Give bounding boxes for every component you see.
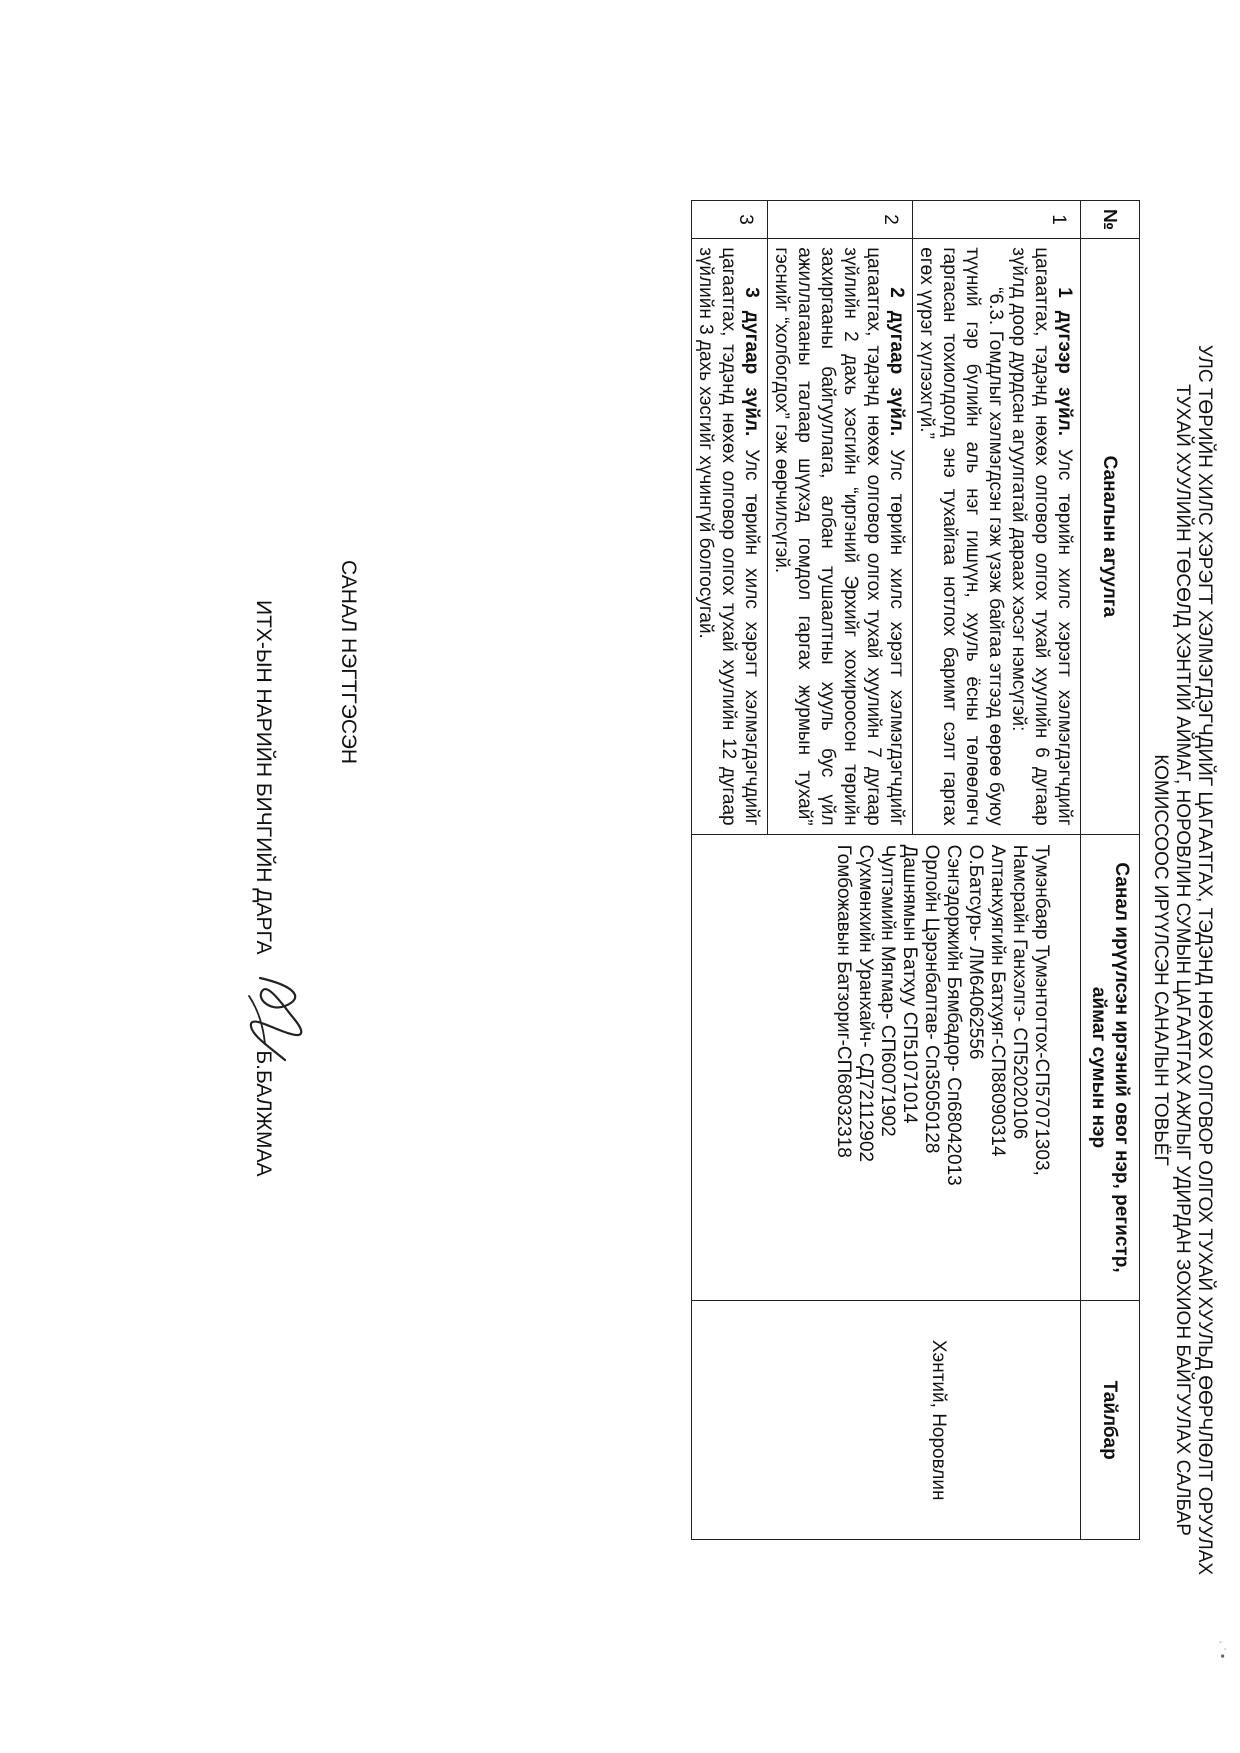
proposals-table: [691, 200, 1140, 1540]
header-content: Саналын агуулга: [1081, 239, 1140, 834]
table-row: [913, 201, 1081, 1540]
article-heading: 1 дүгээр зүйл.: [1054, 287, 1075, 436]
citizen-entry: Сүхмөнхийн Уранхайч- СД72112902: [855, 844, 876, 1163]
note-cell: Хэнтий, Норовлин: [692, 1301, 1081, 1540]
header-citizens: Санал ирүүлсэн иргэний овог нэр, регистр, аймаг сумын нэр: [1081, 834, 1140, 1301]
signed-label: САНАЛ НЭГТГЭСЭН: [337, 560, 360, 765]
citizens-cell: [692, 834, 1081, 1301]
article-text: Улс төрийн хилс хэрэгт хэлмэгдэгчдийг цагаатгах, тэдэнд нөхөх олговор олгох тухай хуулийн 12 дугаар зүйлийн 3 дахь хэсгийг хүчингүй болгосугай.: [695, 247, 762, 826]
row-number: 1: [913, 201, 1081, 239]
row-content: [913, 239, 1081, 834]
citizen-entry: Сэнгэдоржийн Бямбадор- Сп68042013: [943, 844, 964, 1186]
citizen-entry: Чултэмийн Мягмар- СП60071902: [877, 844, 898, 1137]
header-note: Тайлбар: [1081, 1301, 1140, 1540]
citizen-entry: О.Батсурь- ЛМ64062556: [965, 844, 986, 1060]
article-heading: 2 дугаар зүйл.: [886, 287, 907, 437]
article-heading: 3 дугаар зүйл.: [741, 287, 762, 437]
signatory-role: ИТХ-ЫН НАРИЙН БИЧГИЙН ДАРГА: [252, 600, 275, 955]
citizen-entry: Орлойн Цэрэнбалтав- Сп35050128: [921, 844, 942, 1154]
scan-marks: ˒ ˑ ▪: [1216, 1640, 1230, 1659]
article-text: Улс төрийн хилс хэрэгт хэлмэгдэгчдийг цагаатгах, тэдэнд нөхөх олговор олгох тухай хуулийн 7 дугаар зүйлийн 2 дахь хэсгийн “иргэний Эрхийг хохироосон төрийн захиргааны байгууллага, албан тушаалтны хууль бус үйл ажиллагааны талаар шүүхэд гомдол гаргах журмын тухай” гэснийг “холбогдох” гэж өөрчилсүгэй.: [771, 247, 907, 826]
article-text: Улс төрийн хилс хэрэгт хэлмэгдэгчдийг цагаатгах, тэдэнд нөхөх олговор олгох тухай хуулийн 6 дугаар зүйлд доор дурдсан агуулгатай дараах хэсэг нэмсүгэй:: [1008, 247, 1075, 826]
row-content: [768, 239, 913, 834]
citizen-entry: Алтанхуягийн Батхуяг-СП88090314: [987, 844, 1008, 1157]
signatory-name: Б.БАЛЖМАА: [252, 1050, 275, 1177]
citizen-entry: Намсрайн Ганхэлгэ- СП52020106: [1009, 844, 1030, 1140]
article-quote: “6.3. Гомдлыг хэлмэгдсэн гэж үзэж байгаа этгээд өөрөө буюу түүний гэр бүлийн аль нэг гишүүн, хууль ёсны төлөөлөгч гаргасан тохиолдолд энэ тухайгаа нотлох баримт сэлт гаргах егөх үүрэг хүлээхгүй.”: [916, 247, 1006, 826]
title-line-1: УЛС ТӨРИЙН ХИЛС ХЭРЭГТ ХЭЛМЭГДЭГЧДИЙГ ЦАГААТГАХ, ТЭДЭНД НӨХӨХ ОЛГОВОР ОЛГОХ ТУХАЙ ХУУЛЬД ӨӨРЧЛӨЛТ ОРУУЛАХ: [1194, 344, 1215, 1576]
row-number: 2: [768, 201, 913, 239]
citizen-entry: Гомбожавын Батзориг-СП68032318: [833, 844, 854, 1158]
table-header-row: [1081, 201, 1140, 1540]
article-paragraph: [1007, 247, 1076, 825]
title-line-2: ТУХАЙ ХУУЛИЙН ТӨСӨЛД ХЭНТИЙ АЙМАГ, НОРОВЛИН СУМЫН ЦАГААТГАХ АЖЛЫГ УДИРДАН ЗОХИОН БАЙГУУЛАХ САЛБАР: [1172, 384, 1193, 1536]
row-content: [692, 239, 768, 834]
header-no: №: [1081, 201, 1140, 239]
citizen-entry: Тумэнбаяр Тумэнтогтох-СП57071303,: [1031, 844, 1052, 1176]
article-paragraph: [770, 247, 908, 825]
title-line-3: КОМИССООС ИРҮҮЛСЭН САНАЛЫН ТОВЬЁГ: [1150, 754, 1171, 1166]
citizen-entry: Дашнямын Батхуу СП51071014: [899, 844, 920, 1124]
signatory-line: [251, 600, 275, 1176]
handwritten-signature: [235, 968, 315, 1068]
article-paragraph: [694, 247, 763, 825]
row-number: 3: [692, 201, 768, 239]
document-title: [1149, 220, 1215, 1700]
